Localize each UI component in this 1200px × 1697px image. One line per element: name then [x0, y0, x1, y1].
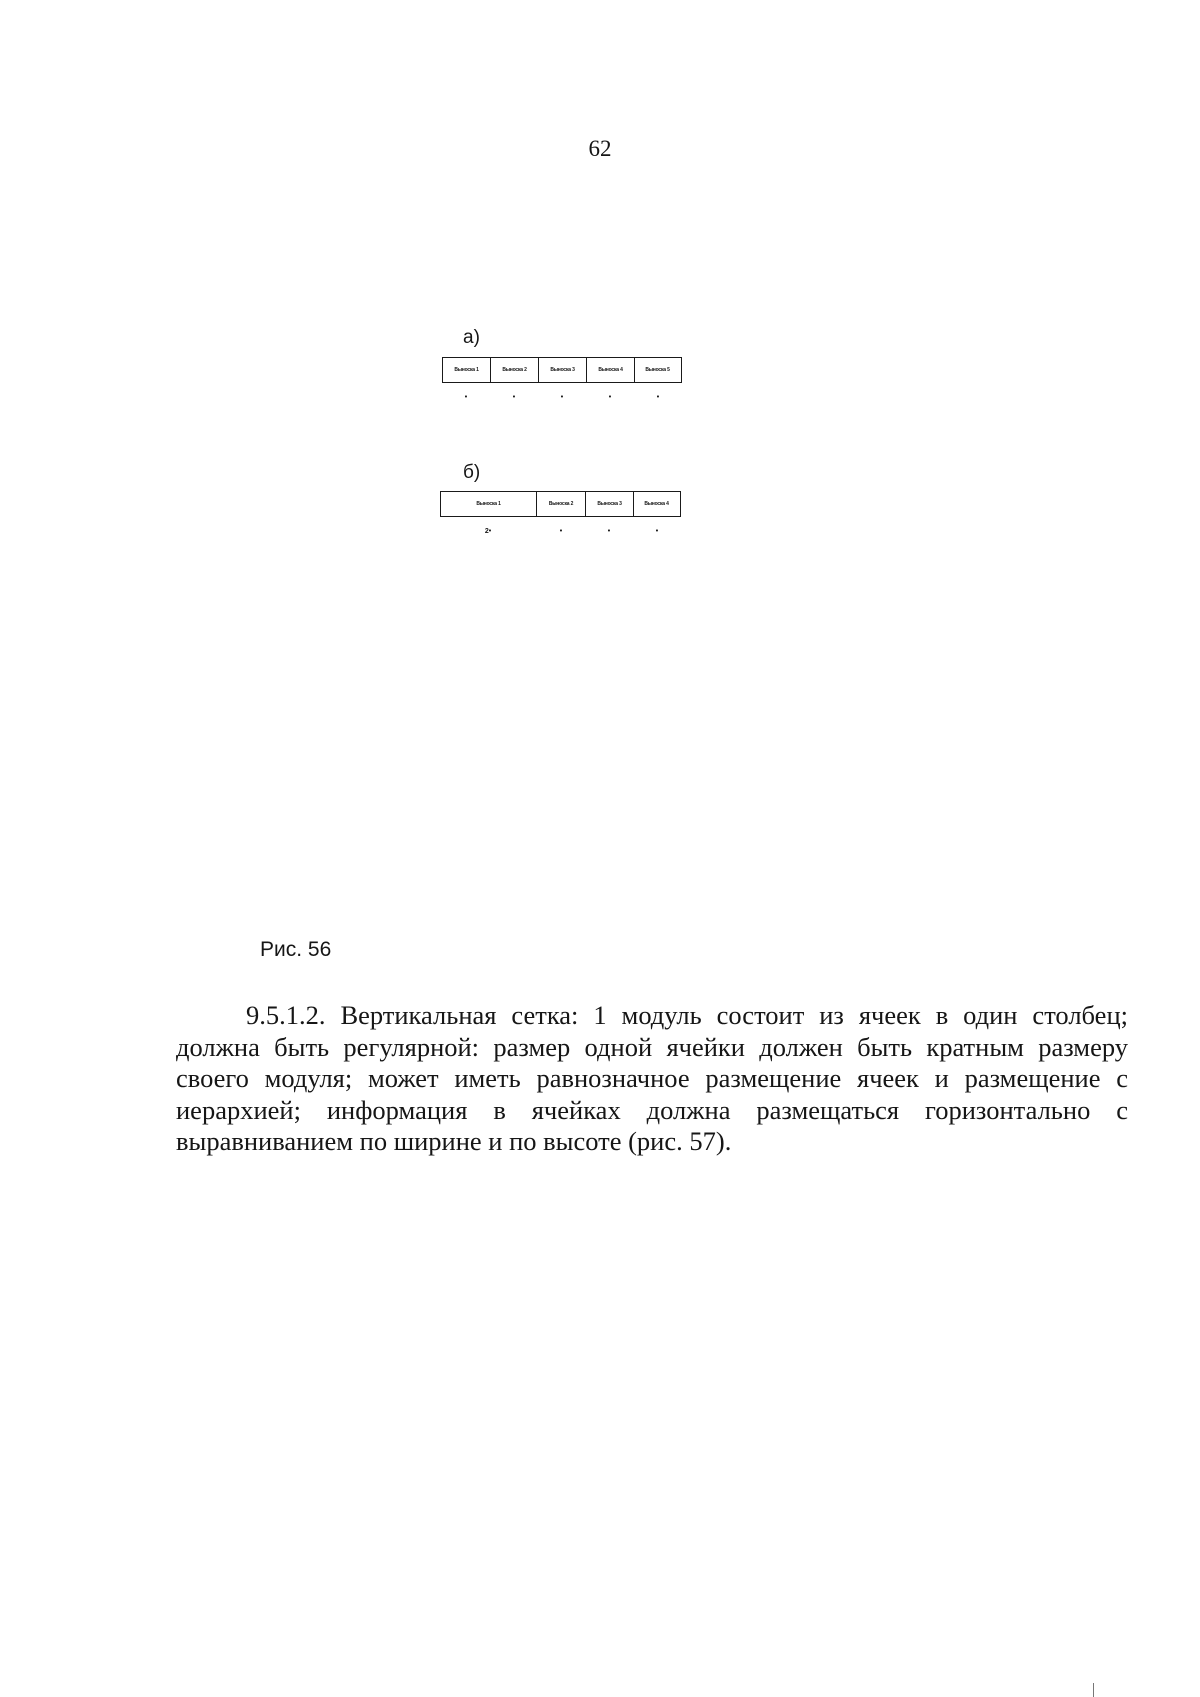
mark-a-4: •: [608, 394, 612, 401]
cell-b-1: Выноска 1: [441, 492, 537, 516]
cell-a-4: Выноска 4: [587, 358, 635, 382]
cell-a-1: Выноска 1: [443, 358, 491, 382]
figure-part-b-label: б): [463, 462, 481, 483]
mark-b-2: •: [559, 528, 563, 535]
cell-b-2: Выноска 2: [537, 492, 586, 516]
mark-a-5: •: [656, 394, 660, 401]
cell-strip-b: [440, 491, 681, 517]
mark-a-2: •: [512, 394, 516, 401]
mark-a-3: •: [560, 394, 564, 401]
marks-row-a: [442, 394, 682, 404]
scan-edge-mark: [1093, 1683, 1094, 1697]
figure-caption: Рис. 56: [260, 938, 332, 961]
mark-b-1: 2•: [484, 528, 492, 535]
mark-b-3: •: [607, 528, 611, 535]
figure-part-a-label: а): [463, 327, 480, 348]
body-paragraph: 9.5.1.2. Вертикальная сетка: 1 модуль состоит из ячеек в один столбец; должна быть регулярной: размер одной ячейки должен быть кратным размеру своего модуля; может иметь равнозначное размещение ячеек и размещение с иерархией; информация в ячейках должна размещаться горизонтально с выравниванием по ширине и по высоте (рис. 57).: [176, 1000, 1128, 1156]
mark-a-1: •: [464, 394, 468, 401]
cell-b-3: Выноска 3: [586, 492, 634, 516]
cell-a-5: Выноска 5: [645, 367, 670, 373]
cell-strip-a: [442, 357, 682, 383]
page-number: 62: [588, 136, 612, 161]
cell-a-2: Выноска 2: [491, 358, 539, 382]
mark-b-4: •: [655, 528, 659, 535]
marks-row-b: [440, 528, 681, 538]
cell-a-3: Выноска 3: [539, 358, 587, 382]
cell-b-4: Выноска 4: [644, 501, 669, 507]
